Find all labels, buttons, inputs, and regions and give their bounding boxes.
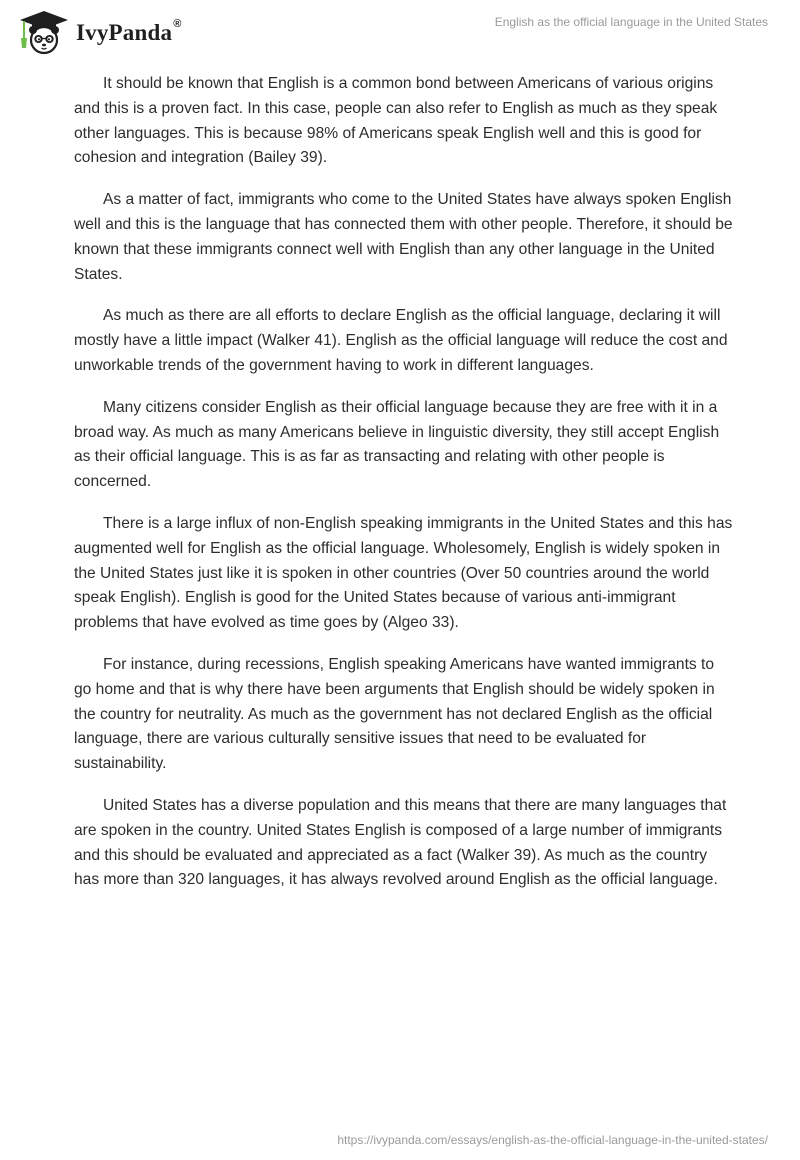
document-title: English as the official language in the United States — [494, 15, 768, 29]
page-header — [0, 0, 800, 60]
paragraph: As much as there are all efforts to declare English as the official language, declaring it will mostly have a little impact (Walker 41). English as the official language will reduce the cost and unworkable trends of the government having to work in different languages. — [74, 307, 728, 374]
ivypanda-logo[interactable] — [16, 8, 182, 56]
paragraph: United States has a diverse population and this means that there are many languages that are spoken in the country. United States English is composed of a large number of immigrants and this should be evaluated and appreciated as a fact (Walker 39). As much as the country has more than 320 languages, it has always revolved around English as the official language. — [74, 796, 727, 889]
registered-mark: ® — [173, 18, 182, 30]
source-url[interactable]: https://ivypanda.com/essays/english-as-the-official-language-in-the-united-states/ — [337, 1133, 768, 1147]
paragraph: Many citizens consider English as their official language because they are free with it in a broad way. As much as many Americans believe in linguistic diversity, they still accept English as their official language. This is as far as transacting and relating with other people is concerned. — [74, 398, 720, 491]
paragraph: As a matter of fact, immigrants who come to the United States have always spoken English well and this is the language that has connected them with other people. Therefore, it should be known that these immigrants connect well with English than any other language in the United States. — [74, 191, 733, 283]
brand-name: IvyPanda® — [76, 18, 182, 45]
paragraph: There is a large influx of non-English speaking immigrants in the United States and this has augmented well for English as the official language. Wholesomely, English is widely spoken in the United States just like it is spoken in other countries (Over 50 countries around the world speak English). English is good for the United States because of various anti-immigrant problems that have evolved as time goes by (Algeo 33). — [74, 514, 733, 632]
paragraph: It should be known that English is a common bond between Americans of various origins and this is a proven fact. In this case, people can also refer to English as much as they speak other languages. This is because 98% of Americans speak English well and this is good for cohesion and integration (Bailey 39). — [74, 75, 718, 167]
paragraph: For instance, during recessions, English speaking Americans have wanted immigrants to go home and that is why there have been arguments that English should be widely spoken in the country for neutrality. As much as the government has not declared English as the official language, there are various culturally sensitive issues that need to be evaluated for sustainability. — [74, 655, 715, 773]
essay-body — [74, 72, 734, 910]
panda-graduate-icon — [16, 8, 72, 56]
